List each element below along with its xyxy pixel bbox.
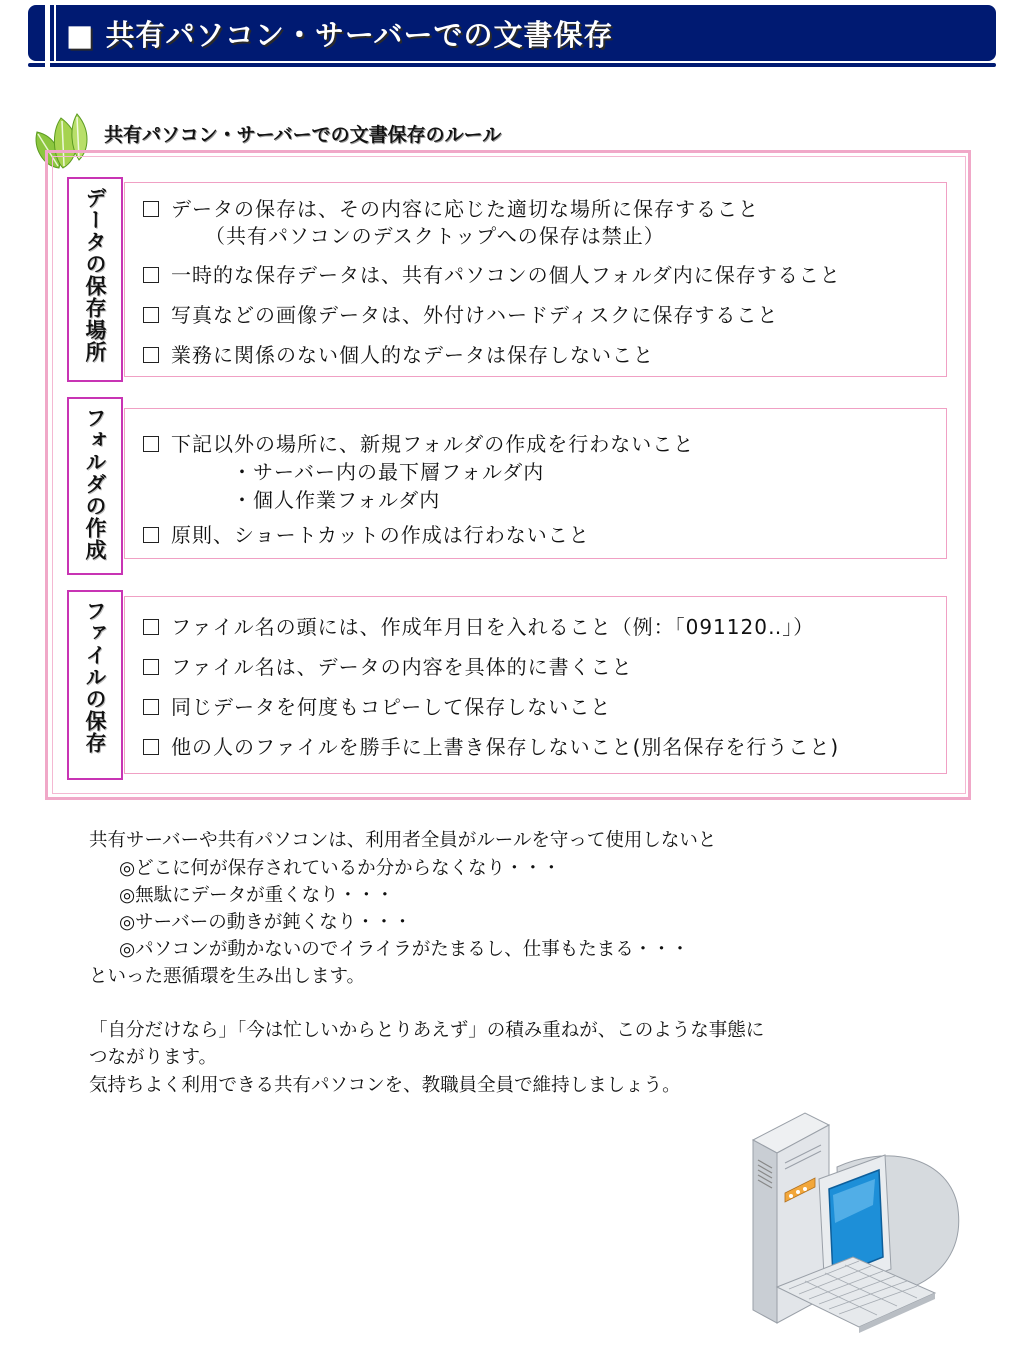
rule-item-text: ファイル名は、データの内容を具体的に書くこと xyxy=(171,655,633,679)
body-line: 共有サーバーや共有パソコンは、利用者全員がルールを守って使用しないと xyxy=(89,830,717,851)
body-bullet: ◎サーバーの動きが鈍くなり・・・ xyxy=(119,912,412,933)
rule-item-text: ファイル名の頭には、作成年月日を入れること（例：「091120‥」） xyxy=(171,615,815,639)
page-title: ■ 共有パソコン・サーバーでの文書保存 xyxy=(66,18,614,52)
rule-item xyxy=(143,428,694,457)
body-line: 「自分だけなら」「今は忙しいからとりあえず」の積み重ねが、このような事態に xyxy=(89,1020,765,1041)
body-bullet: ◎どこに何が保存されているか分からなくなり・・・ xyxy=(119,858,561,879)
body-line: つながります。 xyxy=(89,1047,218,1068)
banner-stripe xyxy=(45,5,50,61)
section-label-data-location xyxy=(67,177,123,382)
rule-item-text: 写真などの画像データは、外付けハードディスクに保存すること xyxy=(171,303,779,327)
section-label-folder-creation xyxy=(67,397,123,575)
rule-item xyxy=(143,731,839,760)
body-line: 気持ちよく利用できる共有パソコンを、教職員全員で維持しましょう。 xyxy=(89,1075,681,1096)
body-bullet: ◎無駄にデータが重くなり・・・ xyxy=(119,885,395,906)
rule-item xyxy=(143,193,759,222)
body-bullet: ◎パソコンが動かないのでイライラがたまるし、仕事もたまる・・・ xyxy=(119,939,690,960)
rules-title: 共有パソコン・サーバーでの文書保存のルール xyxy=(104,124,502,146)
rule-subitem: ・個人作業フォルダ内 xyxy=(232,488,441,512)
rule-item xyxy=(143,299,778,328)
rule-item-text: 下記以外の場所に、新規フォルダの作成を行わないこと xyxy=(171,432,695,456)
banner-underline xyxy=(28,63,996,67)
banner-stripe xyxy=(54,5,56,61)
checkbox-icon xyxy=(143,619,159,635)
checkbox-icon xyxy=(143,527,159,543)
body-line: といった悪循環を生み出します。 xyxy=(89,966,366,987)
section-label-text: ファイルの保存 xyxy=(83,600,107,754)
rule-item-text: 同じデータを何度もコピーして保存しないこと xyxy=(171,695,612,719)
checkbox-icon xyxy=(143,436,159,452)
rule-item xyxy=(143,339,654,368)
checkbox-icon xyxy=(143,347,159,363)
header-banner xyxy=(28,5,996,61)
rule-item xyxy=(143,519,590,548)
checkbox-icon xyxy=(143,201,159,217)
section-label-text: データの保存場所 xyxy=(83,187,107,363)
rule-item-text: 業務に関係のない個人的なデータは保存しないこと xyxy=(171,343,654,367)
computer-icon xyxy=(745,1105,970,1345)
checkbox-icon xyxy=(143,267,159,283)
section-label-file-saving xyxy=(67,590,123,780)
section-label-text: フォルダの作成 xyxy=(83,407,107,561)
rule-item-text: 原則、ショートカットの作成は行わないこと xyxy=(171,523,590,547)
rule-item xyxy=(143,651,633,680)
checkbox-icon xyxy=(143,699,159,715)
rule-item xyxy=(143,259,841,288)
rule-item xyxy=(143,691,611,720)
rule-item-text: データの保存は、その内容に応じた適切な場所に保存すること xyxy=(171,197,759,221)
banner-underline-gap xyxy=(45,61,50,69)
checkbox-icon xyxy=(143,739,159,755)
rule-note: （共有パソコンのデスクトップへの保存は禁止） xyxy=(205,224,665,248)
rule-item-text: 他の人のファイルを勝手に上書き保存しないこと(別名保存を行うこと) xyxy=(171,735,840,759)
checkbox-icon xyxy=(143,307,159,323)
rule-subitem: ・サーバー内の最下層フォルダ内 xyxy=(232,460,545,484)
rule-item xyxy=(143,611,814,640)
checkbox-icon xyxy=(143,659,159,675)
rule-item-text: 一時的な保存データは、共有パソコンの個人フォルダ内に保存すること xyxy=(171,263,841,287)
